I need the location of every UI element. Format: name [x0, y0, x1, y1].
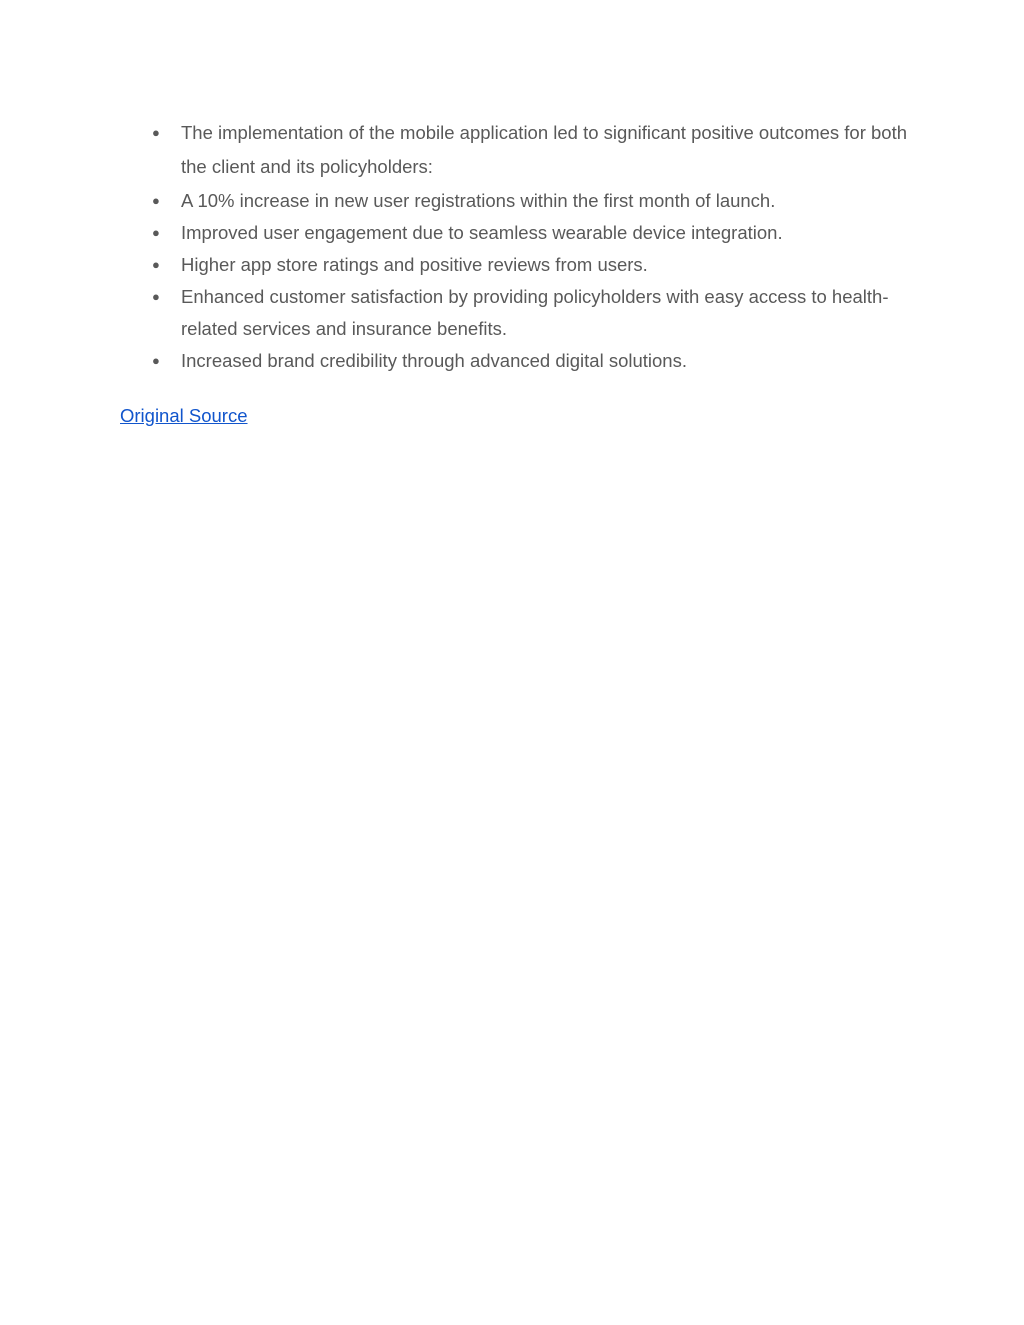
outcomes-bullet-list: [150, 116, 910, 377]
list-item: [150, 345, 910, 377]
list-item: [150, 217, 910, 249]
list-item-text: Enhanced customer satisfaction by providing policyholders with easy access to health-related services and insurance benefits.: [181, 286, 889, 339]
list-item-text: A 10% increase in new user registrations within the first month of launch.: [181, 190, 776, 211]
bullet-icon: ●: [152, 289, 160, 304]
bullet-icon: ●: [152, 125, 160, 140]
list-item-text: The implementation of the mobile application led to significant positive outcomes for both the client and its policyholders:: [181, 122, 908, 177]
list-item-text: Increased brand credibility through advanced digital solutions.: [181, 350, 687, 371]
list-item-text: Higher app store ratings and positive reviews from users.: [181, 254, 648, 275]
list-item: [150, 249, 910, 281]
original-source-link[interactable]: Original Source: [120, 405, 248, 426]
list-item: [150, 281, 910, 345]
bullet-icon: ●: [152, 257, 160, 272]
bullet-icon: ●: [152, 193, 160, 208]
list-item: [150, 116, 910, 184]
bullet-icon: ●: [152, 225, 160, 240]
list-item-text: Improved user engagement due to seamless wearable device integration.: [181, 222, 783, 243]
list-item: [150, 185, 910, 217]
bullet-icon: ●: [152, 353, 160, 368]
